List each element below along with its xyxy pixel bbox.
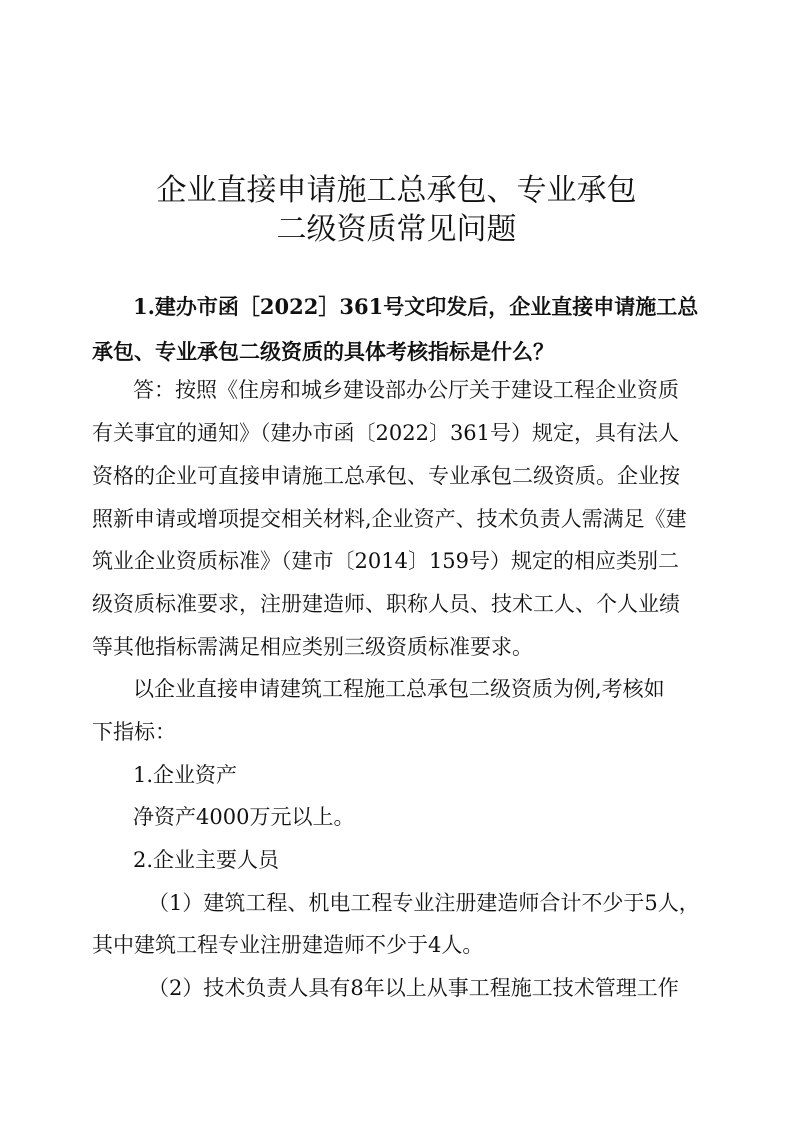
personnel-item-2-line-1: （2）技术负责人具有8年以上从事工程施工技术管理工作 <box>148 976 679 1000</box>
answer-line-3: 资格的企业可直接申请施工总承包、专业承包二级资质。企业按 <box>92 464 680 488</box>
personnel-heading: 2.企业主要人员 <box>133 848 280 872</box>
answer-line-6: 级资质标准要求，注册建造师、职称人员、技术工人、个人业绩 <box>92 592 680 616</box>
example-line-1: 以企业直接申请建筑工程施工总承包二级资质为例,考核如 <box>133 677 665 701</box>
question-line-2: 承包、专业承包二级资质的具体考核指标是什么？ <box>92 339 554 364</box>
document-title-line-2: 二级资质常见问题 <box>276 212 517 247</box>
assets-value: 净资产4000万元以上。 <box>133 805 355 829</box>
answer-line-2: 有关事宜的通知》（建办市函〔2022〕361号）规定，具有法人 <box>92 421 680 445</box>
personnel-item-1-line-1: （1）建筑工程、机电工程专业注册建造师合计不少于5人， <box>148 891 700 915</box>
question-line-1-text: 1.建办市函［2022］361号文印发后，企业直接申请施工总 <box>133 294 699 319</box>
assets-heading: 1.企业资产 <box>133 763 238 787</box>
question-line-1 <box>133 292 699 322</box>
example-line-2: 下指标： <box>92 720 176 744</box>
answer-line-1: 答：按照《住房和城乡建设部办公厅关于建设工程企业资质 <box>133 378 679 402</box>
answer-line-5: 筑业企业资质标准》（建市〔2014〕159号）规定的相应类别二 <box>92 549 680 573</box>
document-title-line-1: 企业直接申请施工总承包、专业承包 <box>156 173 637 208</box>
personnel-item-1-line-2: 其中建筑工程专业注册建造师不少于4人。 <box>92 933 484 957</box>
answer-line-7: 等其他指标需满足相应类别三级资质标准要求。 <box>92 635 533 659</box>
answer-line-4: 照新申请或增项提交相关材料,企业资产、技术负责人需满足《建 <box>92 507 687 531</box>
